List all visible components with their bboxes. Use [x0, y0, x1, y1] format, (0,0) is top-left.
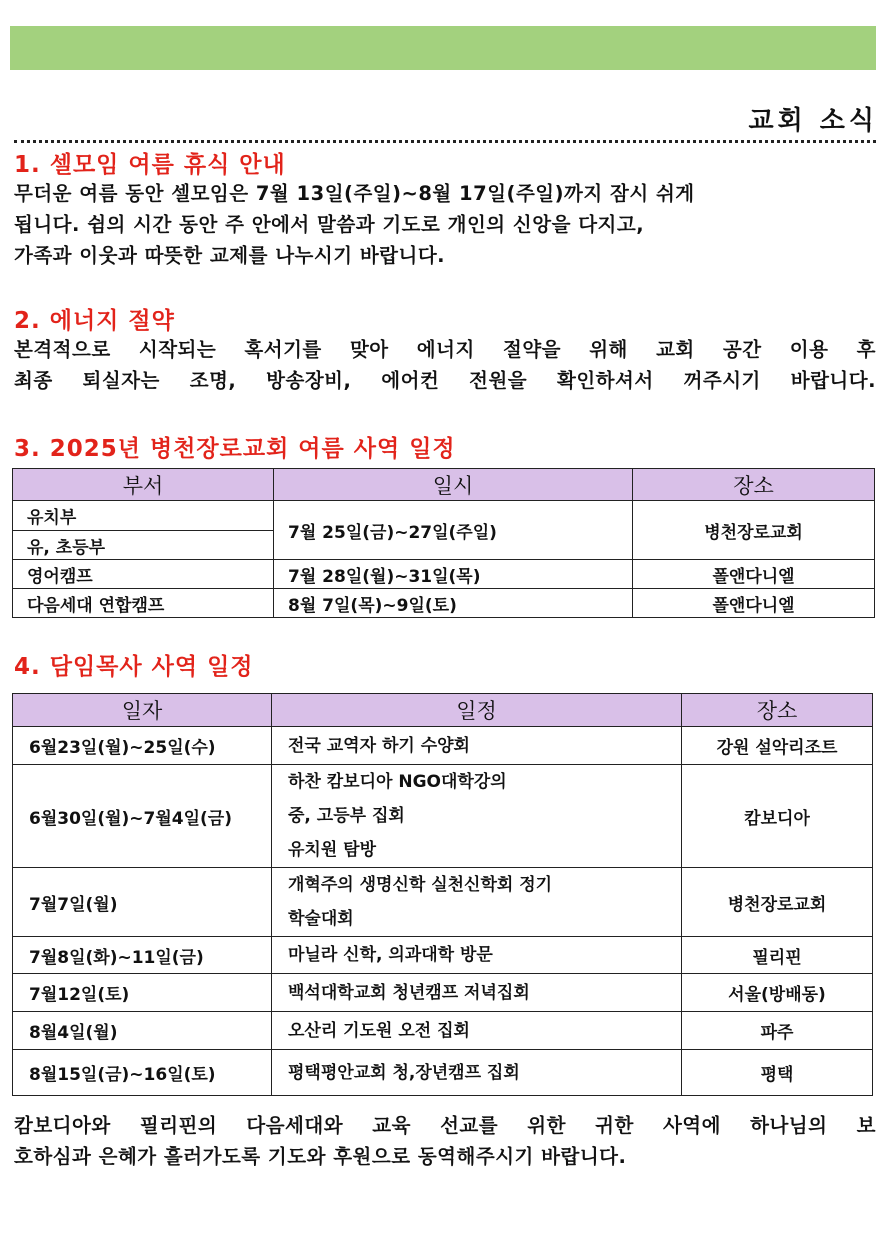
- section-2-line: 최종 퇴실자는 조명, 방송장비, 에어컨 전원을 확인하셔서 꺼주시기 바랍니다.: [14, 369, 876, 392]
- closing-line: 캄보디아와 필리핀의 다음세대와 교육 선교를 위한 귀한 사역에 하나님의 보: [14, 1114, 876, 1137]
- section-1-line: 가족과 이웃과 따뜻한 교제를 나누시기 바랍니다.: [14, 244, 446, 267]
- place-cell: 폴앤다니엘: [633, 560, 875, 589]
- schedule-cell: [272, 974, 682, 1012]
- section-1-body: [14, 178, 876, 271]
- date-cell: 7월7일(월): [13, 868, 272, 937]
- table-row: [13, 937, 873, 974]
- closing-note: [14, 1110, 876, 1172]
- place-cell: 병천장로교회: [682, 868, 873, 937]
- table-row: [13, 727, 873, 765]
- table-row: [13, 1050, 873, 1096]
- schedule-line: 학술대회: [288, 909, 354, 929]
- date-cell: 7월 28일(월)~31일(목): [274, 560, 633, 589]
- dept-cell: 다음세대 연합캠프: [13, 589, 274, 618]
- date-cell: 8월 7일(목)~9일(토): [274, 589, 633, 618]
- place-cell: 평택: [682, 1050, 873, 1096]
- table-header-row: [13, 694, 873, 727]
- schedule-line: 오산리 기도원 오전 집회: [288, 1020, 470, 1041]
- table-row: [13, 501, 875, 531]
- table-row: [13, 765, 873, 868]
- schedule-cell: [272, 937, 682, 974]
- schedule-line: 마닐라 신학, 의과대학 방문: [288, 945, 493, 965]
- schedule-line: 중, 고등부 집회: [288, 806, 405, 826]
- section-4-title: 4. 담임목사 사역 일정: [14, 654, 254, 680]
- place-cell: 병천장로교회: [633, 501, 875, 560]
- schedule-cell: [272, 765, 682, 868]
- date-cell: 8월15일(금)~16일(토): [13, 1050, 272, 1096]
- header-date: 일시: [274, 469, 633, 501]
- section-2-line: 본격적으로 시작되는 혹서기를 맞아 에너지 절약을 위해 교회 공간 이용 후: [14, 338, 876, 361]
- section-1-line: 무더운 여름 동안 셀모임은 7월 13일(주일)~8월 17일(주일)까지 잠시 쉬게: [14, 182, 695, 205]
- schedule-line: 유치원 탐방: [288, 840, 377, 860]
- table-row: [13, 1012, 873, 1050]
- section-1-line: 됩니다. 쉼의 시간 동안 주 안에서 말씀과 기도로 개인의 신앙을 다지고,: [14, 213, 645, 236]
- date-cell: 7월8일(화)~11일(금): [13, 937, 272, 974]
- place-cell: 캄보디아: [682, 765, 873, 868]
- schedule-cell: [272, 868, 682, 937]
- header-schedule: 일정: [272, 694, 682, 727]
- closing-line: 호하심과 은혜가 흘러가도록 기도와 후원으로 동역해주시기 바랍니다.: [14, 1145, 627, 1168]
- header-place: 장소: [682, 694, 873, 727]
- section-1-title: 1. 셀모임 여름 휴식 안내: [14, 152, 286, 178]
- section-2-title: 2. 에너지 절약: [14, 308, 175, 334]
- header-date: 일자: [13, 694, 272, 727]
- place-cell: 필리핀: [682, 937, 873, 974]
- place-cell: 폴앤다니엘: [633, 589, 875, 618]
- section-3-title: 3. 2025년 병천장로교회 여름 사역 일정: [14, 436, 456, 462]
- section-2-body: [14, 334, 876, 396]
- date-cell: 6월23일(월)~25일(수): [13, 727, 272, 765]
- dept-cell: 유, 초등부: [13, 531, 274, 560]
- schedule-cell: [272, 1050, 682, 1096]
- summer-schedule-table: [12, 468, 875, 618]
- date-cell: 7월12일(토): [13, 974, 272, 1012]
- table-row: [13, 560, 875, 589]
- table-row: [13, 868, 873, 937]
- header-dept: 부서: [13, 469, 274, 501]
- schedule-cell: [272, 727, 682, 765]
- date-cell: 8월4일(월): [13, 1012, 272, 1050]
- date-cell: 7월 25일(금)~27일(주일): [274, 501, 633, 560]
- schedule-cell: [272, 1012, 682, 1050]
- header-place: 장소: [633, 469, 875, 501]
- page-title: 교회 소식: [748, 106, 878, 136]
- date-cell: 6월30일(월)~7월4일(금): [13, 765, 272, 868]
- schedule-line: 평택평안교회 청,장년캠프 집회: [288, 1062, 520, 1083]
- place-cell: 서울(방배동): [682, 974, 873, 1012]
- schedule-line: 개혁주의 생명신학 실천신학회 정기: [288, 875, 553, 895]
- header-band: [10, 26, 876, 70]
- pastor-schedule-table: [12, 693, 873, 1096]
- schedule-line: 전국 교역자 하기 수양회: [288, 735, 470, 756]
- schedule-line: 하찬 캄보디아 NGO대학강의: [288, 772, 507, 792]
- dept-cell: 유치부: [13, 501, 274, 531]
- table-header-row: [13, 469, 875, 501]
- table-row: [13, 974, 873, 1012]
- schedule-line: 백석대학교회 청년캠프 저녁집회: [288, 982, 530, 1003]
- place-cell: 강원 설악리조트: [682, 727, 873, 765]
- table-row: [13, 589, 875, 618]
- dept-cell: 영어캠프: [13, 560, 274, 589]
- dotted-divider: [14, 140, 876, 143]
- place-cell: 파주: [682, 1012, 873, 1050]
